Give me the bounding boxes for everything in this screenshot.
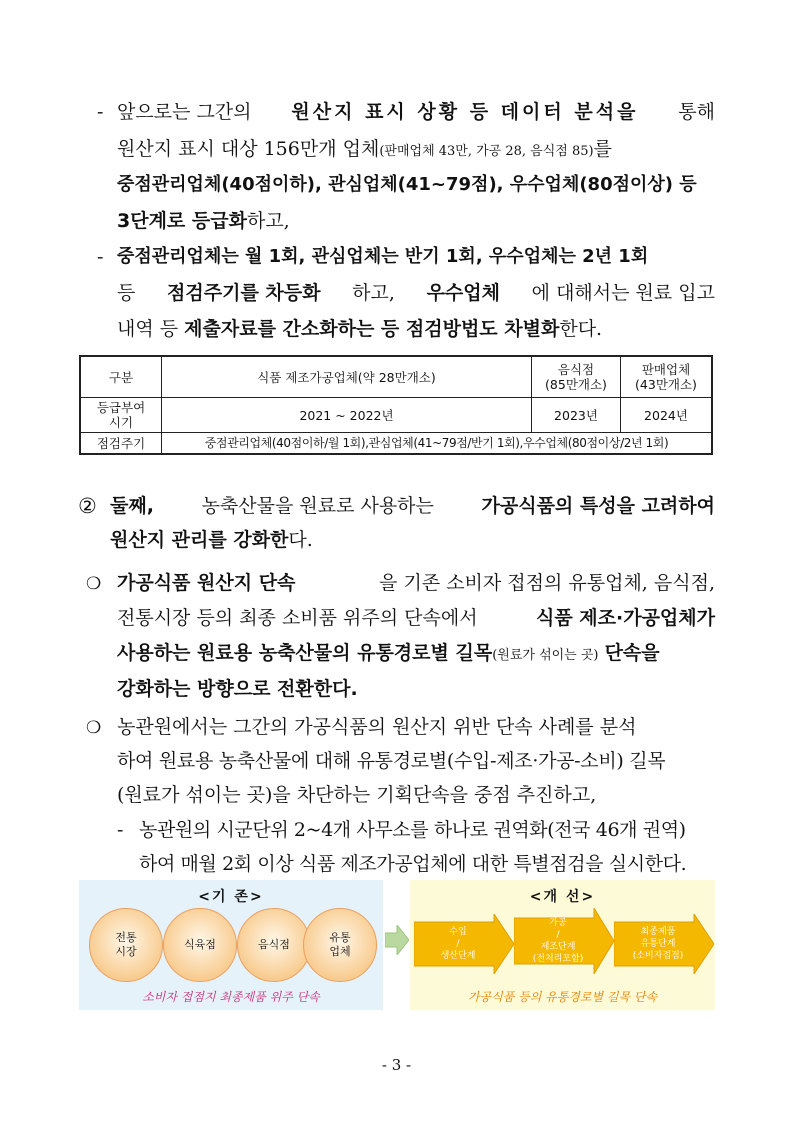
text: 내역 등 (117, 318, 179, 340)
p1-line-4 (117, 209, 290, 233)
stage-arrow-distribution (614, 914, 714, 974)
table-cell: 등급부여 시기 (80, 398, 162, 433)
text: 원산지 표시 대상 156만개 업체 (117, 138, 380, 160)
table-cell: 점검주기 (80, 433, 162, 455)
text: 을 기존 소비자 접점의 유통업체, 음식점, (379, 572, 715, 594)
section2-line-1 (110, 494, 715, 518)
connector-arrow-icon (385, 925, 409, 955)
table-header-food: 식품 제조가공업체(약 28만개소) (162, 356, 532, 398)
circle-butcher: 식육점 (163, 908, 237, 982)
panel-title: <개 선> (529, 889, 596, 905)
stage-label: 최종제품 유통단계 (소비자접점) (632, 927, 684, 961)
table-header-gubun: 구분 (80, 356, 162, 398)
text: 를 (593, 138, 612, 160)
dash-marker: - (97, 246, 104, 268)
dash-marker: - (117, 819, 124, 841)
text: 에 대해서는 원료 입고 (531, 282, 715, 304)
text-bold: 단속을 (604, 642, 660, 664)
text-small: (원료가 섞이는 곳) (492, 648, 599, 663)
text-small: (판매업체 43만, 가공 28, 음식점 85) (379, 144, 594, 159)
table-cell: 2024년 (621, 398, 713, 433)
text-bold: 둘째, (110, 495, 154, 517)
p2-line-3 (117, 317, 602, 341)
text: 등 (117, 282, 136, 304)
table-cell: 중점관리업체(40점이하/월 1회),관심업체(41~79점/반기 1회),우수업체(80점이상/2년 1회) (162, 433, 713, 455)
bullet1-line-1 (117, 571, 715, 595)
panel-title: <기 존> (198, 889, 264, 905)
text: 전통시장 등의 최종 소비품 위주의 단속에서 (117, 607, 478, 629)
stage-arrow-import (414, 914, 514, 974)
text-bold: 가공식품 원산지 단속 (117, 572, 296, 594)
table-row (80, 356, 712, 398)
text: 하고, (246, 210, 290, 232)
diagram-improved-panel (410, 880, 715, 1010)
p1-line-1 (117, 100, 715, 124)
table-row (80, 398, 712, 433)
panel-caption: 소비자 접점지 최종제품 위주 단속 (142, 990, 320, 1004)
bullet2-line-3: (원료가 섞이는 곳)을 차단하는 기획단속을 중점 추진하고, (117, 784, 597, 806)
bullet2-sub-line-2: 하여 매월 2회 이상 식품 제조가공업체에 대한 특별점검을 실시한다. (139, 853, 687, 875)
bullet-circle-icon: ❍ (86, 718, 102, 738)
bullet1-line-4: 강화하는 방향으로 전환한다. (117, 678, 358, 700)
circle-traditional-market: 전통 시장 (89, 908, 163, 982)
text-bold: 제출자료를 간소화하는 등 점검방법도 차별화 (184, 318, 560, 340)
stage-arrow-processing (514, 908, 614, 974)
circle-distributor: 유통 업체 (303, 908, 377, 982)
stage-label: 수입 / 생산단계 (440, 927, 476, 961)
diagram-existing-panel (79, 880, 383, 1010)
p2-line-1: 중점관리업체는 월 1회, 관심업체는 반기 1회, 우수업체는 2년 1회 (117, 246, 649, 267)
text-bold: 사용하는 원료용 농축산물의 유통경로별 길목 (117, 642, 493, 664)
text-bold: 3단계로 등급화 (117, 210, 247, 232)
bullet2-line-1: 농관원에서는 그간의 가공식품의 원산지 위반 단속 사례를 분석 (117, 716, 637, 738)
table-header-restaurant: 음식점 (85만개소) (532, 356, 621, 398)
text: 한다. (559, 318, 603, 340)
text: 하고, (352, 282, 395, 304)
text-bold: 식품 제조·가공업체가 (535, 607, 715, 629)
circle-restaurant: 음식점 (237, 908, 311, 982)
text: 통해 (678, 101, 715, 123)
text: 다. (288, 529, 313, 551)
section2-line-2 (110, 528, 313, 552)
bullet-circle-icon: ❍ (86, 574, 102, 594)
bullet1-line-3 (117, 641, 660, 668)
panel-caption: 가공식품 등의 유통경로별 길목 단속 (467, 990, 658, 1004)
schedule-table (79, 355, 713, 455)
text-bold: 가공식품의 특성을 고려하여 (481, 495, 715, 517)
text-bold: 우수업체 (426, 282, 500, 304)
p1-line-3: 중점관리업체(40점이하), 관심업체(41~79점), 우수업체(80점이상) 등 (117, 174, 697, 195)
page-number: - 3 - (381, 1056, 412, 1074)
table-header-sales: 판매업체 (43만개소) (621, 356, 713, 398)
dash-marker: - (97, 101, 104, 123)
text-bold: 점검주기를 차등화 (167, 282, 321, 304)
p1-line-2 (117, 137, 612, 164)
section-number: ② (78, 494, 97, 518)
table-cell: 2023년 (532, 398, 621, 433)
bullet2-line-2: 하여 원료용 농축산물에 대해 유통경로별(수입-제조·가공-소비) 길목 (117, 750, 666, 772)
text-bold: 원산지 관리를 강화한 (110, 529, 289, 551)
text: 농축산물을 원료로 사용하는 (201, 495, 434, 517)
table-row (80, 433, 712, 455)
text: 앞으로는 그간의 (117, 101, 252, 123)
table-cell: 2021 ~ 2022년 (162, 398, 532, 433)
stage-label: 가공 / 제조단계 (전처리포함) (532, 918, 584, 964)
bullet2-sub-line-1: 농관원의 시군단위 2~4개 사무소를 하나로 권역화(전국 46개 권역) (139, 819, 686, 841)
text-bold: 원산지 표시 상황 등 데이터 분석을 (291, 101, 639, 123)
p2-line-2 (117, 281, 715, 305)
bullet1-line-2 (117, 606, 715, 630)
